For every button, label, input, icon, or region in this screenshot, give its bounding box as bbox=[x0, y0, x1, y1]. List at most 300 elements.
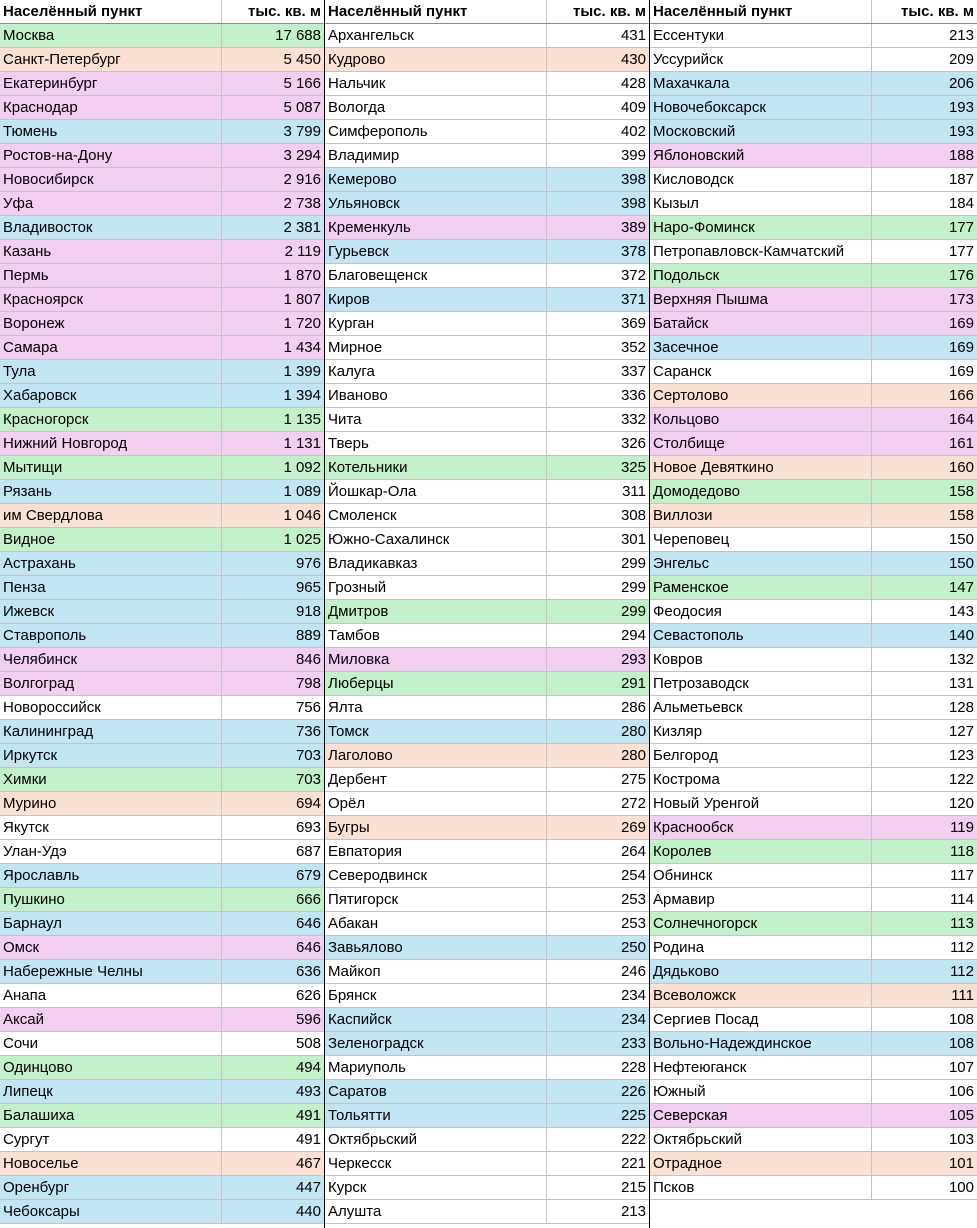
settlement-name-cell[interactable]: Ростов-на-Дону bbox=[0, 144, 222, 167]
area-value-cell[interactable]: 3 294 bbox=[283, 147, 321, 164]
settlement-name-cell[interactable]: Верхняя Пышма bbox=[650, 288, 872, 311]
area-value-cell[interactable]: 428 bbox=[620, 75, 646, 92]
settlement-name-cell[interactable]: Тверь bbox=[325, 432, 547, 455]
settlement-name-cell[interactable]: Тула bbox=[0, 360, 222, 383]
area-value-cell[interactable]: 128 bbox=[948, 699, 974, 716]
settlement-name-cell[interactable]: Тамбов bbox=[325, 624, 547, 647]
settlement-name-cell[interactable]: Ульяновск bbox=[325, 192, 547, 215]
settlement-name-cell[interactable]: Северская bbox=[650, 1104, 872, 1127]
settlement-name-cell[interactable]: Сергиев Посад bbox=[650, 1008, 872, 1031]
area-value-cell[interactable]: 209 bbox=[948, 51, 974, 68]
settlement-name-cell[interactable]: Батайск bbox=[650, 312, 872, 335]
area-value-cell[interactable]: 399 bbox=[620, 147, 646, 164]
header-name-cell[interactable]: Населённый пункт bbox=[0, 0, 222, 23]
area-value-cell[interactable]: 272 bbox=[620, 795, 646, 812]
area-value-cell[interactable]: 2 119 bbox=[284, 243, 321, 260]
area-value-cell[interactable]: 254 bbox=[620, 867, 646, 884]
area-value-cell[interactable]: 213 bbox=[620, 1203, 646, 1220]
area-value-cell[interactable]: 398 bbox=[620, 171, 646, 188]
area-value-cell[interactable]: 1 089 bbox=[283, 483, 321, 500]
area-value-cell[interactable]: 291 bbox=[620, 675, 646, 692]
area-value-cell[interactable]: 756 bbox=[295, 699, 321, 716]
area-value-cell[interactable]: 169 bbox=[948, 363, 974, 380]
area-value-cell[interactable]: 378 bbox=[620, 243, 646, 260]
area-value-cell[interactable]: 626 bbox=[295, 987, 321, 1004]
settlement-name-cell[interactable]: Ярославль bbox=[0, 864, 222, 887]
area-value-cell[interactable]: 111 bbox=[951, 987, 974, 1004]
area-value-cell[interactable]: 694 bbox=[295, 795, 321, 812]
settlement-name-cell[interactable]: Воронеж bbox=[0, 312, 222, 335]
area-value-cell[interactable]: 325 bbox=[620, 459, 646, 476]
settlement-name-cell[interactable]: Орёл bbox=[325, 792, 547, 815]
settlement-name-cell[interactable]: Красногорск bbox=[0, 408, 222, 431]
area-value-cell[interactable]: 234 bbox=[620, 1011, 646, 1028]
settlement-name-cell[interactable]: Родина bbox=[650, 936, 872, 959]
settlement-name-cell[interactable]: Новочебоксарск bbox=[650, 96, 872, 119]
settlement-name-cell[interactable]: Йошкар-Ола bbox=[325, 480, 547, 503]
area-value-cell[interactable]: 106 bbox=[948, 1083, 974, 1100]
settlement-name-cell[interactable]: Кудрово bbox=[325, 48, 547, 71]
header-name-cell[interactable]: Населённый пункт bbox=[650, 0, 872, 23]
area-value-cell[interactable]: 177 bbox=[948, 219, 974, 236]
area-value-cell[interactable]: 221 bbox=[620, 1155, 646, 1172]
area-value-cell[interactable]: 703 bbox=[295, 747, 321, 764]
area-value-cell[interactable]: 122 bbox=[948, 771, 974, 788]
settlement-name-cell[interactable]: Кременкуль bbox=[325, 216, 547, 239]
settlement-name-cell[interactable]: Сургут bbox=[0, 1128, 222, 1151]
settlement-name-cell[interactable]: Волгоград bbox=[0, 672, 222, 695]
settlement-name-cell[interactable]: Саранск bbox=[650, 360, 872, 383]
settlement-name-cell[interactable]: Пермь bbox=[0, 264, 222, 287]
area-value-cell[interactable]: 228 bbox=[620, 1059, 646, 1076]
settlement-name-cell[interactable]: Уфа bbox=[0, 192, 222, 215]
area-value-cell[interactable]: 440 bbox=[295, 1203, 321, 1220]
settlement-name-cell[interactable]: Бугры bbox=[325, 816, 547, 839]
settlement-name-cell[interactable]: Королев bbox=[650, 840, 872, 863]
area-value-cell[interactable]: 431 bbox=[620, 27, 646, 44]
settlement-name-cell[interactable]: Армавир bbox=[650, 888, 872, 911]
settlement-name-cell[interactable]: Брянск bbox=[325, 984, 547, 1007]
settlement-name-cell[interactable]: Владивосток bbox=[0, 216, 222, 239]
settlement-name-cell[interactable]: Кизляр bbox=[650, 720, 872, 743]
area-value-cell[interactable]: 1 092 bbox=[283, 459, 321, 476]
settlement-name-cell[interactable]: Виллози bbox=[650, 504, 872, 527]
settlement-name-cell[interactable]: Раменское bbox=[650, 576, 872, 599]
area-value-cell[interactable]: 336 bbox=[620, 387, 646, 404]
area-value-cell[interactable]: 113 bbox=[950, 915, 974, 932]
settlement-name-cell[interactable]: Октябрьский bbox=[650, 1128, 872, 1151]
settlement-name-cell[interactable]: Нижний Новгород bbox=[0, 432, 222, 455]
settlement-name-cell[interactable]: Кызыл bbox=[650, 192, 872, 215]
area-value-cell[interactable]: 2 916 bbox=[283, 171, 321, 188]
area-value-cell[interactable]: 226 bbox=[620, 1083, 646, 1100]
area-value-cell[interactable]: 108 bbox=[948, 1011, 974, 1028]
settlement-name-cell[interactable]: Ялта bbox=[325, 696, 547, 719]
area-value-cell[interactable]: 1 399 bbox=[283, 363, 321, 380]
settlement-name-cell[interactable]: Махачкала bbox=[650, 72, 872, 95]
area-value-cell[interactable]: 398 bbox=[620, 195, 646, 212]
settlement-name-cell[interactable]: Новосибирск bbox=[0, 168, 222, 191]
area-value-cell[interactable]: 491 bbox=[295, 1131, 321, 1148]
settlement-name-cell[interactable]: Владикавказ bbox=[325, 552, 547, 575]
settlement-name-cell[interactable]: Всеволожск bbox=[650, 984, 872, 1007]
settlement-name-cell[interactable]: Кемерово bbox=[325, 168, 547, 191]
settlement-name-cell[interactable]: Чебоксары bbox=[0, 1200, 222, 1223]
settlement-name-cell[interactable]: Белгород bbox=[650, 744, 872, 767]
settlement-name-cell[interactable]: Тюмень bbox=[0, 120, 222, 143]
area-value-cell[interactable]: 176 bbox=[948, 267, 974, 284]
settlement-name-cell[interactable]: Томск bbox=[325, 720, 547, 743]
area-value-cell[interactable]: 1 131 bbox=[283, 435, 321, 452]
settlement-name-cell[interactable]: Казань bbox=[0, 240, 222, 263]
settlement-name-cell[interactable]: Ковров bbox=[650, 648, 872, 671]
settlement-name-cell[interactable]: Анапа bbox=[0, 984, 222, 1007]
settlement-name-cell[interactable]: Алушта bbox=[325, 1200, 547, 1223]
settlement-name-cell[interactable]: Новоселье bbox=[0, 1152, 222, 1175]
settlement-name-cell[interactable]: Якутск bbox=[0, 816, 222, 839]
settlement-name-cell[interactable]: Сочи bbox=[0, 1032, 222, 1055]
settlement-name-cell[interactable]: Пушкино bbox=[0, 888, 222, 911]
area-value-cell[interactable]: 150 bbox=[948, 531, 974, 548]
area-value-cell[interactable]: 213 bbox=[948, 27, 974, 44]
area-value-cell[interactable]: 402 bbox=[620, 123, 646, 140]
area-value-cell[interactable]: 889 bbox=[295, 627, 321, 644]
area-value-cell[interactable]: 286 bbox=[620, 699, 646, 716]
area-value-cell[interactable]: 5 450 bbox=[283, 51, 321, 68]
area-value-cell[interactable]: 105 bbox=[948, 1107, 974, 1124]
settlement-name-cell[interactable]: Екатеринбург bbox=[0, 72, 222, 95]
area-value-cell[interactable]: 636 bbox=[295, 963, 321, 980]
area-value-cell[interactable]: 131 bbox=[948, 675, 974, 692]
area-value-cell[interactable]: 169 bbox=[948, 339, 974, 356]
settlement-name-cell[interactable]: Ессентуки bbox=[650, 24, 872, 47]
area-value-cell[interactable]: 918 bbox=[295, 603, 321, 620]
area-value-cell[interactable]: 326 bbox=[620, 435, 646, 452]
area-value-cell[interactable]: 687 bbox=[295, 843, 321, 860]
area-value-cell[interactable]: 1 807 bbox=[283, 291, 321, 308]
area-value-cell[interactable]: 114 bbox=[950, 891, 974, 908]
settlement-name-cell[interactable]: Краснодар bbox=[0, 96, 222, 119]
settlement-name-cell[interactable]: Дядьково bbox=[650, 960, 872, 983]
settlement-name-cell[interactable]: Засечное bbox=[650, 336, 872, 359]
area-value-cell[interactable]: 103 bbox=[948, 1131, 974, 1148]
area-value-cell[interactable]: 17 688 bbox=[275, 27, 321, 44]
area-value-cell[interactable]: 646 bbox=[295, 939, 321, 956]
area-value-cell[interactable]: 177 bbox=[948, 243, 974, 260]
area-value-cell[interactable]: 173 bbox=[948, 291, 974, 308]
area-value-cell[interactable]: 371 bbox=[620, 291, 646, 308]
area-value-cell[interactable]: 118 bbox=[950, 843, 974, 860]
settlement-name-cell[interactable]: Московский bbox=[650, 120, 872, 143]
settlement-name-cell[interactable]: Москва bbox=[0, 24, 222, 47]
settlement-name-cell[interactable]: Химки bbox=[0, 768, 222, 791]
settlement-name-cell[interactable]: Кольцово bbox=[650, 408, 872, 431]
area-value-cell[interactable]: 234 bbox=[620, 987, 646, 1004]
settlement-name-cell[interactable]: Мытищи bbox=[0, 456, 222, 479]
settlement-name-cell[interactable]: Майкоп bbox=[325, 960, 547, 983]
header-value-cell[interactable]: тыс. кв. м bbox=[901, 3, 974, 20]
area-value-cell[interactable]: 206 bbox=[948, 75, 974, 92]
area-value-cell[interactable]: 965 bbox=[295, 579, 321, 596]
area-value-cell[interactable]: 184 bbox=[948, 195, 974, 212]
header-name-cell[interactable]: Населённый пункт bbox=[325, 0, 547, 23]
area-value-cell[interactable]: 1 720 bbox=[283, 315, 321, 332]
settlement-name-cell[interactable]: Иваново bbox=[325, 384, 547, 407]
area-value-cell[interactable]: 233 bbox=[620, 1035, 646, 1052]
area-value-cell[interactable]: 193 bbox=[948, 99, 974, 116]
area-value-cell[interactable]: 703 bbox=[295, 771, 321, 788]
area-value-cell[interactable]: 308 bbox=[620, 507, 646, 524]
settlement-name-cell[interactable]: Иркутск bbox=[0, 744, 222, 767]
settlement-name-cell[interactable]: Октябрьский bbox=[325, 1128, 547, 1151]
settlement-name-cell[interactable]: Уссурийск bbox=[650, 48, 872, 71]
area-value-cell[interactable]: 100 bbox=[948, 1179, 974, 1196]
area-value-cell[interactable]: 1 434 bbox=[283, 339, 321, 356]
area-value-cell[interactable]: 158 bbox=[948, 507, 974, 524]
settlement-name-cell[interactable]: Новороссийск bbox=[0, 696, 222, 719]
area-value-cell[interactable]: 187 bbox=[948, 171, 974, 188]
settlement-name-cell[interactable]: Энгельс bbox=[650, 552, 872, 575]
settlement-name-cell[interactable]: Пятигорск bbox=[325, 888, 547, 911]
settlement-name-cell[interactable]: Одинцово bbox=[0, 1056, 222, 1079]
area-value-cell[interactable]: 491 bbox=[295, 1107, 321, 1124]
settlement-name-cell[interactable]: Улан-Удэ bbox=[0, 840, 222, 863]
settlement-name-cell[interactable]: Самара bbox=[0, 336, 222, 359]
settlement-name-cell[interactable]: Новое Девяткино bbox=[650, 456, 872, 479]
area-value-cell[interactable]: 693 bbox=[295, 819, 321, 836]
settlement-name-cell[interactable]: Наро-Фоминск bbox=[650, 216, 872, 239]
settlement-name-cell[interactable]: Альметьевск bbox=[650, 696, 872, 719]
area-value-cell[interactable]: 160 bbox=[948, 459, 974, 476]
settlement-name-cell[interactable]: Астрахань bbox=[0, 552, 222, 575]
settlement-name-cell[interactable]: Абакан bbox=[325, 912, 547, 935]
area-value-cell[interactable]: 5 087 bbox=[283, 99, 321, 116]
settlement-name-cell[interactable]: Нефтеюганск bbox=[650, 1056, 872, 1079]
area-value-cell[interactable]: 409 bbox=[620, 99, 646, 116]
area-value-cell[interactable]: 250 bbox=[620, 939, 646, 956]
settlement-name-cell[interactable]: Саратов bbox=[325, 1080, 547, 1103]
settlement-name-cell[interactable]: Котельники bbox=[325, 456, 547, 479]
area-value-cell[interactable]: 112 bbox=[950, 939, 974, 956]
area-value-cell[interactable]: 246 bbox=[620, 963, 646, 980]
area-value-cell[interactable]: 123 bbox=[948, 747, 974, 764]
settlement-name-cell[interactable]: Мурино bbox=[0, 792, 222, 815]
area-value-cell[interactable]: 269 bbox=[620, 819, 646, 836]
header-value-cell[interactable]: тыс. кв. м bbox=[248, 3, 321, 20]
settlement-name-cell[interactable]: Сертолово bbox=[650, 384, 872, 407]
settlement-name-cell[interactable]: Южный bbox=[650, 1080, 872, 1103]
area-value-cell[interactable]: 389 bbox=[620, 219, 646, 236]
area-value-cell[interactable]: 166 bbox=[948, 387, 974, 404]
settlement-name-cell[interactable]: Красноярск bbox=[0, 288, 222, 311]
settlement-name-cell[interactable]: Краснообск bbox=[650, 816, 872, 839]
area-value-cell[interactable]: 1 135 bbox=[283, 411, 321, 428]
settlement-name-cell[interactable]: Зеленоградск bbox=[325, 1032, 547, 1055]
area-value-cell[interactable]: 3 799 bbox=[283, 123, 321, 140]
area-value-cell[interactable]: 225 bbox=[620, 1107, 646, 1124]
area-value-cell[interactable]: 158 bbox=[948, 483, 974, 500]
area-value-cell[interactable]: 1 046 bbox=[283, 507, 321, 524]
area-value-cell[interactable]: 280 bbox=[620, 747, 646, 764]
area-value-cell[interactable]: 169 bbox=[948, 315, 974, 332]
settlement-name-cell[interactable]: Владимир bbox=[325, 144, 547, 167]
settlement-name-cell[interactable]: Калининград bbox=[0, 720, 222, 743]
settlement-name-cell[interactable]: Санкт-Петербург bbox=[0, 48, 222, 71]
settlement-name-cell[interactable]: Липецк bbox=[0, 1080, 222, 1103]
settlement-name-cell[interactable]: Северодвинск bbox=[325, 864, 547, 887]
settlement-name-cell[interactable]: Новый Уренгой bbox=[650, 792, 872, 815]
area-value-cell[interactable]: 120 bbox=[948, 795, 974, 812]
area-value-cell[interactable]: 222 bbox=[620, 1131, 646, 1148]
settlement-name-cell[interactable]: Люберцы bbox=[325, 672, 547, 695]
area-value-cell[interactable]: 679 bbox=[295, 867, 321, 884]
area-value-cell[interactable]: 127 bbox=[948, 723, 974, 740]
settlement-name-cell[interactable]: Евпатория bbox=[325, 840, 547, 863]
settlement-name-cell[interactable]: Набережные Челны bbox=[0, 960, 222, 983]
settlement-name-cell[interactable]: Курск bbox=[325, 1176, 547, 1199]
area-value-cell[interactable]: 112 bbox=[950, 963, 974, 980]
settlement-name-cell[interactable]: Череповец bbox=[650, 528, 872, 551]
area-value-cell[interactable]: 447 bbox=[295, 1179, 321, 1196]
settlement-name-cell[interactable]: Ставрополь bbox=[0, 624, 222, 647]
area-value-cell[interactable]: 5 166 bbox=[283, 75, 321, 92]
settlement-name-cell[interactable]: Пенза bbox=[0, 576, 222, 599]
area-value-cell[interactable]: 108 bbox=[948, 1035, 974, 1052]
settlement-name-cell[interactable]: Калуга bbox=[325, 360, 547, 383]
settlement-name-cell[interactable]: Ижевск bbox=[0, 600, 222, 623]
settlement-name-cell[interactable]: Благовещенск bbox=[325, 264, 547, 287]
area-value-cell[interactable]: 101 bbox=[948, 1155, 974, 1172]
settlement-name-cell[interactable]: Хабаровск bbox=[0, 384, 222, 407]
area-value-cell[interactable]: 164 bbox=[948, 411, 974, 428]
settlement-name-cell[interactable]: Вологда bbox=[325, 96, 547, 119]
area-value-cell[interactable]: 2 381 bbox=[283, 219, 321, 236]
area-value-cell[interactable]: 143 bbox=[948, 603, 974, 620]
area-value-cell[interactable]: 299 bbox=[620, 555, 646, 572]
area-value-cell[interactable]: 798 bbox=[295, 675, 321, 692]
area-value-cell[interactable]: 508 bbox=[295, 1035, 321, 1052]
settlement-name-cell[interactable]: Видное bbox=[0, 528, 222, 551]
area-value-cell[interactable]: 188 bbox=[948, 147, 974, 164]
settlement-name-cell[interactable]: Подольск bbox=[650, 264, 872, 287]
area-value-cell[interactable]: 253 bbox=[620, 915, 646, 932]
area-value-cell[interactable]: 301 bbox=[620, 531, 646, 548]
area-value-cell[interactable]: 264 bbox=[620, 843, 646, 860]
area-value-cell[interactable]: 311 bbox=[622, 483, 646, 500]
settlement-name-cell[interactable]: Кострома bbox=[650, 768, 872, 791]
settlement-name-cell[interactable]: Омск bbox=[0, 936, 222, 959]
area-value-cell[interactable]: 280 bbox=[620, 723, 646, 740]
area-value-cell[interactable]: 372 bbox=[620, 267, 646, 284]
area-value-cell[interactable]: 253 bbox=[620, 891, 646, 908]
area-value-cell[interactable]: 140 bbox=[948, 627, 974, 644]
settlement-name-cell[interactable]: Яблоновский bbox=[650, 144, 872, 167]
settlement-name-cell[interactable]: Феодосия bbox=[650, 600, 872, 623]
settlement-name-cell[interactable]: Псков bbox=[650, 1176, 872, 1199]
settlement-name-cell[interactable]: Черкесск bbox=[325, 1152, 547, 1175]
settlement-name-cell[interactable]: Чита bbox=[325, 408, 547, 431]
area-value-cell[interactable]: 299 bbox=[620, 603, 646, 620]
settlement-name-cell[interactable]: Лаголово bbox=[325, 744, 547, 767]
settlement-name-cell[interactable]: Симферополь bbox=[325, 120, 547, 143]
settlement-name-cell[interactable]: Южно-Сахалинск bbox=[325, 528, 547, 551]
area-value-cell[interactable]: 161 bbox=[948, 435, 974, 452]
settlement-name-cell[interactable]: Нальчик bbox=[325, 72, 547, 95]
area-value-cell[interactable]: 1 870 bbox=[283, 267, 321, 284]
settlement-name-cell[interactable]: Аксай bbox=[0, 1008, 222, 1031]
area-value-cell[interactable]: 352 bbox=[620, 339, 646, 356]
settlement-name-cell[interactable]: Домодедово bbox=[650, 480, 872, 503]
settlement-name-cell[interactable]: Гурьевск bbox=[325, 240, 547, 263]
settlement-name-cell[interactable]: Мариуполь bbox=[325, 1056, 547, 1079]
settlement-name-cell[interactable]: Оренбург bbox=[0, 1176, 222, 1199]
settlement-name-cell[interactable]: Мирное bbox=[325, 336, 547, 359]
settlement-name-cell[interactable]: Дмитров bbox=[325, 600, 547, 623]
settlement-name-cell[interactable]: Грозный bbox=[325, 576, 547, 599]
settlement-name-cell[interactable]: Киров bbox=[325, 288, 547, 311]
settlement-name-cell[interactable]: Столбище bbox=[650, 432, 872, 455]
area-value-cell[interactable]: 976 bbox=[295, 555, 321, 572]
area-value-cell[interactable]: 132 bbox=[948, 651, 974, 668]
area-value-cell[interactable]: 369 bbox=[620, 315, 646, 332]
area-value-cell[interactable]: 332 bbox=[620, 411, 646, 428]
header-value-cell[interactable]: тыс. кв. м bbox=[573, 3, 646, 20]
settlement-name-cell[interactable]: Миловка bbox=[325, 648, 547, 671]
area-value-cell[interactable]: 117 bbox=[950, 867, 974, 884]
settlement-name-cell[interactable]: Дербент bbox=[325, 768, 547, 791]
area-value-cell[interactable]: 846 bbox=[295, 651, 321, 668]
area-value-cell[interactable]: 275 bbox=[620, 771, 646, 788]
area-value-cell[interactable]: 337 bbox=[620, 363, 646, 380]
area-value-cell[interactable]: 147 bbox=[948, 579, 974, 596]
area-value-cell[interactable]: 494 bbox=[295, 1059, 321, 1076]
area-value-cell[interactable]: 215 bbox=[620, 1179, 646, 1196]
settlement-name-cell[interactable]: Петропавловск-Камчатский bbox=[650, 240, 872, 263]
area-value-cell[interactable]: 293 bbox=[620, 651, 646, 668]
area-value-cell[interactable]: 1 394 bbox=[283, 387, 321, 404]
settlement-name-cell[interactable]: Тольятти bbox=[325, 1104, 547, 1127]
area-value-cell[interactable]: 193 bbox=[948, 123, 974, 140]
area-value-cell[interactable]: 107 bbox=[948, 1059, 974, 1076]
area-value-cell[interactable]: 1 025 bbox=[283, 531, 321, 548]
area-value-cell[interactable]: 150 bbox=[948, 555, 974, 572]
settlement-name-cell[interactable]: Петрозаводск bbox=[650, 672, 872, 695]
settlement-name-cell[interactable]: Обнинск bbox=[650, 864, 872, 887]
settlement-name-cell[interactable]: Смоленск bbox=[325, 504, 547, 527]
area-value-cell[interactable]: 493 bbox=[295, 1083, 321, 1100]
settlement-name-cell[interactable]: Балашиха bbox=[0, 1104, 222, 1127]
settlement-name-cell[interactable]: Вольно-Надеждинское bbox=[650, 1032, 872, 1055]
settlement-name-cell[interactable]: им Свердлова bbox=[0, 504, 222, 527]
area-value-cell[interactable]: 119 bbox=[950, 819, 974, 836]
settlement-name-cell[interactable]: Барнаул bbox=[0, 912, 222, 935]
area-value-cell[interactable]: 736 bbox=[295, 723, 321, 740]
area-value-cell[interactable]: 2 738 bbox=[283, 195, 321, 212]
settlement-name-cell[interactable]: Отрадное bbox=[650, 1152, 872, 1175]
settlement-name-cell[interactable]: Архангельск bbox=[325, 24, 547, 47]
settlement-name-cell[interactable]: Севастополь bbox=[650, 624, 872, 647]
area-value-cell[interactable]: 299 bbox=[620, 579, 646, 596]
settlement-name-cell[interactable]: Рязань bbox=[0, 480, 222, 503]
settlement-name-cell[interactable]: Челябинск bbox=[0, 648, 222, 671]
area-value-cell[interactable]: 467 bbox=[295, 1155, 321, 1172]
area-value-cell[interactable]: 666 bbox=[295, 891, 321, 908]
settlement-name-cell[interactable]: Каспийск bbox=[325, 1008, 547, 1031]
settlement-name-cell[interactable]: Завьялово bbox=[325, 936, 547, 959]
settlement-name-cell[interactable]: Солнечногорск bbox=[650, 912, 872, 935]
settlement-name-cell[interactable]: Кисловодск bbox=[650, 168, 872, 191]
area-value-cell[interactable]: 294 bbox=[620, 627, 646, 644]
